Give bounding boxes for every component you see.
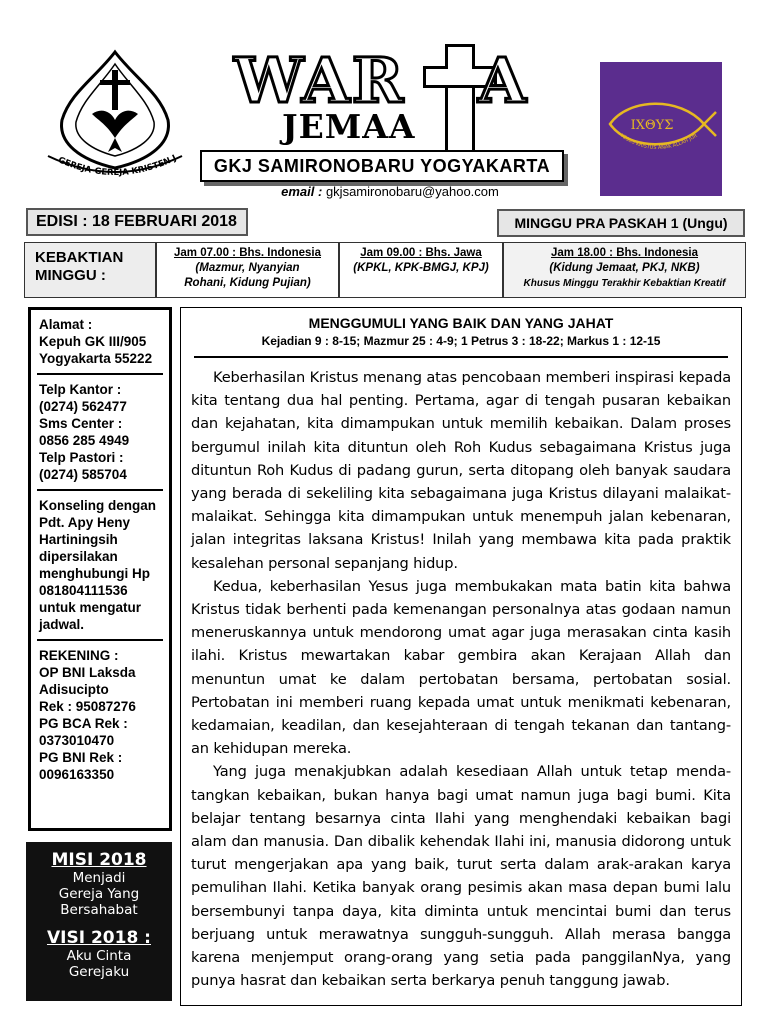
misi-line: Gereja Yang xyxy=(58,886,140,902)
address-line: Alamat : xyxy=(39,317,93,332)
service-1800 xyxy=(503,242,746,298)
email-line xyxy=(230,184,550,199)
service-0700 xyxy=(156,242,339,298)
cross-center xyxy=(448,63,472,85)
phone-line: Telp Kantor : xyxy=(39,382,122,397)
article-title: MENGGUMULI YANG BAIK DAN YANG JAHAT xyxy=(308,315,614,331)
article-paragraph: Kedua, keberhasilan Yesus juga membukakan mata batin kita bahwa Kristus tidak berhenti pada kemenangan personalnya atas godaan namun meneruskannya untuk mendorong umat agar juga merasakan cinta kasih ilahi. Kristus mewartakan kabar gembira akan Kerajaan Allah dan menuntun umat ke dalam pertobatan bersama, pertobatan sosial. Pertobatan ini memberi ruang kepada umat untuk menikmati kebenaran, kedamaian, keadilan, dan kesejahteraan di tengah tekanan dan tantang-an kehidupan mereka. xyxy=(191,577,731,758)
phone-line: Telp Pastori : xyxy=(39,450,124,465)
counseling-line: Hartiningsih xyxy=(39,532,118,547)
address-section xyxy=(31,310,169,373)
church-name xyxy=(200,150,564,182)
email-label: email : xyxy=(281,184,323,199)
service-songs: (Mazmur, Nyanyian xyxy=(195,262,300,274)
cross-icon xyxy=(445,44,475,154)
church-logo xyxy=(40,48,190,178)
article-body xyxy=(191,366,731,992)
service-note: Khusus Minggu Terakhir Kebaktian Kreatif xyxy=(523,278,726,289)
svg-text:GEREJA-GEREJA KRISTEN JAWA: GEREJA-GEREJA KRISTEN J xyxy=(56,153,179,178)
contact-sidebar xyxy=(28,307,172,831)
church-name-text: GKJ SAMIRONOBARU YOGYAKARTA xyxy=(213,155,551,176)
service-songs: (KPKL, KPK-BMGJ, KPJ) xyxy=(353,262,489,274)
phone-line: (0274) 562477 xyxy=(39,399,127,414)
misi-line: Bersahabat xyxy=(60,902,138,918)
counseling-line: menghubungi Hp xyxy=(39,566,150,581)
counseling-section xyxy=(31,491,169,639)
counseling-line: jadwal. xyxy=(39,617,85,632)
counseling-line: untuk mengatur xyxy=(39,600,142,615)
phone-line: Sms Center : xyxy=(39,416,123,431)
account-line: REKENING : xyxy=(39,648,119,663)
counseling-line: 081804111536 xyxy=(39,583,128,598)
service-time: Jam 18.00 : Bhs. Indonesia xyxy=(550,247,698,259)
liturgical-day: MINGGU PRA PASKAH 1 (Ungu) xyxy=(497,209,745,237)
svg-text:YESUS KRISTUS ANAK ALLAH JURUS: YESUS KRISTUS ANAK ALLAH JUR xyxy=(618,132,699,152)
account-line: Adisucipto xyxy=(39,682,109,697)
masthead-jemaa: JEMAA xyxy=(282,107,416,146)
counseling-line: Pdt. Apy Heny xyxy=(39,515,131,530)
phone-section xyxy=(31,375,169,489)
phone-line: (0274) 585704 xyxy=(39,467,127,482)
article-paragraph: Keberhasilan Kristus menang atas pencobaan memberi inspirasi kepada kita tentang dua hal penting. Pertama, agar di tengah pusaran kebaikan dan kejahatan, kita dimampukan untuk memilih kebaikan. Dalam proses bergumul inilah kita dituntun oleh Roh Kudus sebagaimana Kristus juga dituntun Roh Kudus di padang gurun, serta ditopang oleh banyak saudara yang berada di sekeliling kita sebagaimana juga Kristus dilayani malaikat-malaikat. Sehingga kita dimampukan untuk menempuh jalan kebenaran, jalan integritas laksana Kristus! Inilah yang membawa kita pada praktik kesalehan personal sepanjang hidup. xyxy=(191,369,731,572)
service-songs-2: Rohani, Kidung Pujian) xyxy=(184,277,311,289)
masthead-a: A xyxy=(478,44,527,117)
masthead-warta: WAR xyxy=(234,44,406,117)
services-label-1: KEBAKTIAN xyxy=(35,249,124,266)
account-line: 0373010470 xyxy=(39,733,115,748)
services-label-2: MINGGU : xyxy=(35,267,106,284)
account-line: 0096163350 xyxy=(39,767,115,782)
ichthus-greek: ΙΧΘΥΣ xyxy=(630,118,674,133)
article-rule xyxy=(194,356,728,358)
article-paragraph: Yang juga menakjubkan adalah kesediaan Allah untuk tetap menda-tangkan kebaikan, bukan hanya bagi umat namun juga bagi bumi. Kita belajar tentang besarnya cinta Ilahi yang menghendaki kebaikan bagi alam dan manusia. Dan dibalik kehendak Ilahi ini, manusia didorong untuk turut mengerjakan apa yang baik, turut serta dalam arak-arakan karya pemulihan Ilahi. Ketika banyak orang pesimis akan masa depan bumi lalu bersembunyi tanpa daya, kita diminta untuk mencintai bumi dan terus berjuang untuk merawatnya sungguh-sungguh. Allah merasa bangga karena menjemput orang-orang yang setia pada panggilanNya, yang punya hasrat dan kebaikan serta berkarya penuh tanggung jawab. xyxy=(191,763,731,990)
account-line: PG BCA Rek : xyxy=(39,716,128,731)
visi-line: Gerejaku xyxy=(68,964,130,980)
service-time: Jam 09.00 : Bhs. Jawa xyxy=(360,247,482,259)
account-line: PG BNI Rek : xyxy=(39,750,123,765)
address-line: Kepuh GK III/905 xyxy=(39,334,147,349)
visi-title: VISI 2018 : xyxy=(46,928,151,948)
address-line: Yogyakarta 55222 xyxy=(39,351,153,366)
service-songs: (Kidung Jemaat, PKJ, NKB) xyxy=(549,262,700,274)
service-0900 xyxy=(339,242,503,298)
counseling-line: dipersilakan xyxy=(39,549,118,564)
misi-line: Menjadi xyxy=(72,870,126,886)
accounts-section xyxy=(31,641,169,789)
counseling-line: Konseling dengan xyxy=(39,498,157,513)
services-label xyxy=(24,242,156,298)
account-line: Rek : 95087276 xyxy=(39,699,136,714)
mission-vision-box xyxy=(26,842,172,1001)
misi-title: MISI 2018 xyxy=(51,850,147,870)
ichthus-badge xyxy=(600,62,722,196)
visi-line: Aku Cinta xyxy=(66,948,132,964)
phone-line: 0856 285 4949 xyxy=(39,433,130,448)
article-readings: Kejadian 9 : 8-15; Mazmur 25 : 4-9; 1 Petrus 3 : 18-22; Markus 1 : 12-15 xyxy=(261,334,661,348)
account-line: OP BNI Laksda xyxy=(39,665,136,680)
email-address[interactable]: gkjsamironobaru@yahoo.com xyxy=(325,184,499,199)
service-time: Jam 07.00 : Bhs. Indonesia xyxy=(173,247,321,259)
edition-date: EDISI : 18 FEBRUARI 2018 xyxy=(26,208,248,236)
